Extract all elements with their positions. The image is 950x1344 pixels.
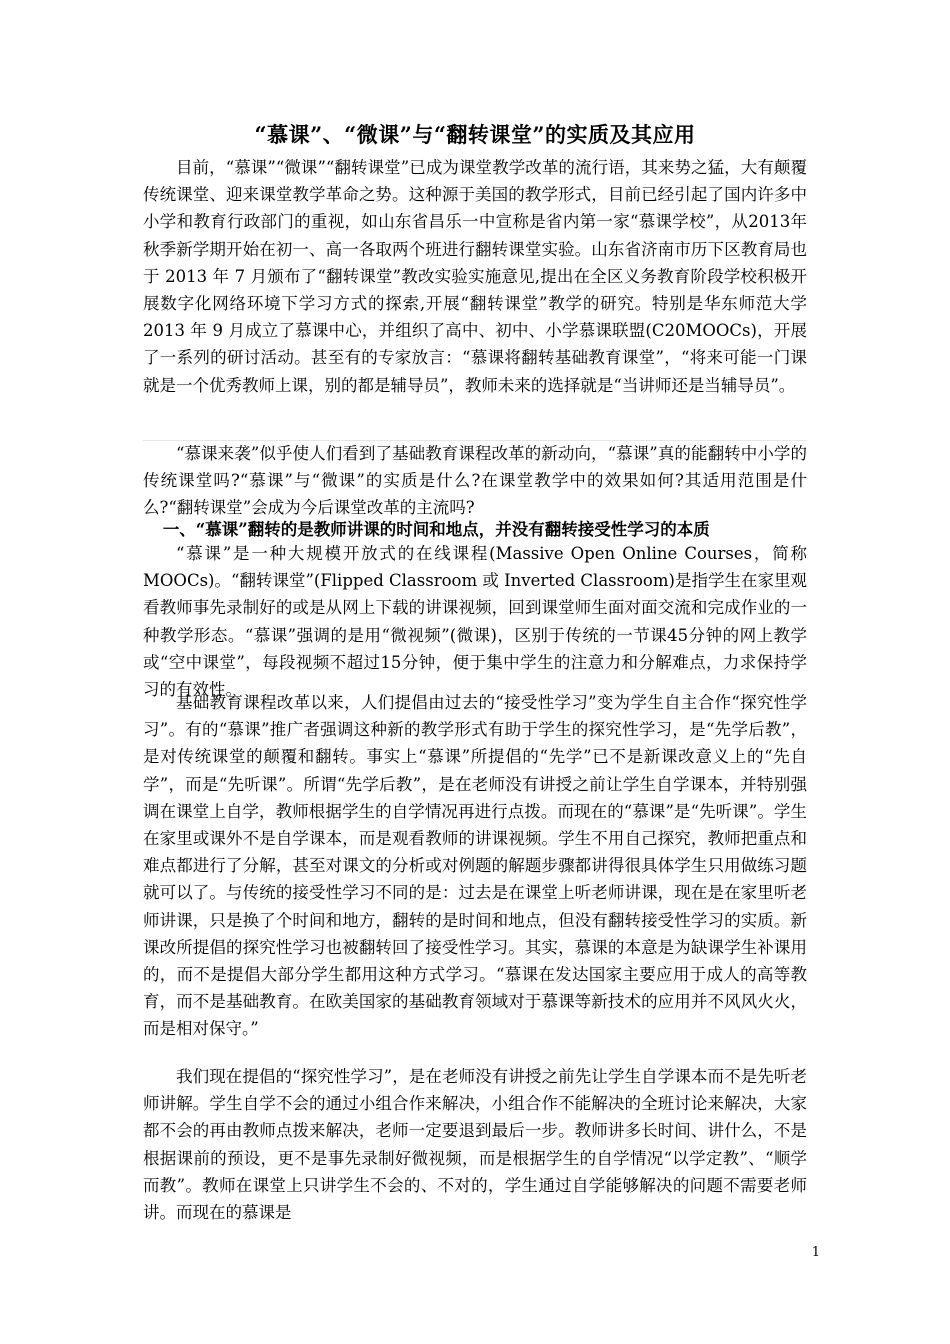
paragraph-inquiry-learning: 基础教育课程改革以来，人们提倡由过去的“接受性学习”变为学生自主合作“探究性学习”。有的“慕课”推广者强调这种新的教学形式有助于学生的探究性学习，是“先学后教”，是对传统课堂的颠覆和翻转。事实上“慕课”所提倡的“先学”已不是新课改意义上的“先自学”，而是“先听课”。所谓“先学后教”，是在老师没有讲授之前让学生自学课本，并特别强调在课堂上自学，教师根据学生的自学情况再进行点拨。而现在的“慕课”是“先听课”。学生在家里或课外不是自学课本，而是观看教师的讲课视频。学生不用自己探究，教师把重点和难点都进行了分解，甚至对课文的分析或对例题的解题步骤都讲得很具体学生只用做练习题就可以了。与传统的接受性学习不同的是：过去是在课堂上听老师讲课，现在是在家里听老师讲课，只是换了个时间和地方，翻转的是时间和地点，但没有翻转接受性学习的实质。新课改所提倡的探究性学习也被翻转回了接受性学习。其实，慕课的本意是为缺课学生补课用的，而不是提倡大部分学生都用这种方式学习。“慕课在发达国家主要应用于成人的高等教育，而不是基础教育。在欧美国家的基础教育领域对于慕课等新技术的应用并不风风火火，而是相对保守。” — [143, 693, 807, 1039]
paragraph-current-practice: 我们现在提倡的“探究性学习”，是在老师没有讲授之前先让学生自学课本而不是先听老师讲解。学生自学不会的通过小组合作来解决，小组合作不能解决的全班讨论来解决，大家都不会的再由教师点拨来解决，老师一定要退到最后一步。教师讲多长时间、讲什么，不是根据课前的预设，更不是事先录制好微视频，而是根据学生的自学情况“以学定教”、“顺学而教”。教师在课堂上只讲学生不会的、不对的，学生通过自学能够解决的问题不需要老师讲。而现在的慕课是 — [143, 1067, 807, 1223]
document-title: “慕课”、“微课”与“翻转课堂”的实质及其应用 — [254, 122, 696, 147]
page-number: 1 — [811, 1245, 820, 1260]
paragraph-mooc-definition: “慕课”是一种大规模开放式的在线课程(Massive Open Online Courses，简称 MOOCs)。“翻转课堂”(Flipped Classroom 或 Inverted Classroom)是指学生在家里观看教师事先录制好的或是从网上下载的讲课视频，回到课堂师生面对面交流和完成作业的一种教学形态。“慕课”强调的是用“微视频”(微课)，区别于传统的一节课45分钟的网上教学或“空中课堂”，每段视频不超过15分钟，便于集中学生的注意力和分解难点，力求保持学习的有效性。 — [143, 544, 807, 700]
paragraph-intro: 目前，“慕课”“微课”“翻转课堂”已成为课堂教学改革的流行语，其来势之猛，大有颠覆传统课堂、迎来课堂教学革命之势。这种源于美国的教学形式，目前已经引起了国内许多中小学和教育行政部门的重视，如山东省昌乐一中宣称是省内第一家“慕课学校”，从2013年秋季新学期开始在初一、高一各取两个班进行翻转课堂实验。山东省济南市历下区教育局也于 2013 年 7 月颁布了“翻转课堂”教改实验实施意见,提出在全区义务教育阶段学校积极开展数字化网络环境下学习方式的探索,开展“翻转课堂”教学的研究。特别是华东师范大学 2013 年 9 月成立了慕课中心，并组织了高中、初中、小学慕课联盟(C20MOOCs)，开展了一系列的研讨活动。甚至有的专家放言：“慕课将翻转基础教育课堂”，“将来可能一门课就是一个优秀教师上课，别的都是辅导员”，教师未来的选择就是“当讲师还是当辅导员”。 — [143, 158, 807, 395]
paragraph-questions: “慕课来袭”似乎使人们看到了基础教育课程改革的新动向，“慕课”真的能翻转中小学的传统课堂吗?“慕课”与“微课”的实质是什么?在课堂教学中的效果如何?其适用范围是什么?“翻转课堂”会成为今后课堂改革的主流吗? — [143, 444, 807, 518]
section-heading-1: 一、“慕课”翻转的是教师讲课的时间和地点，并没有翻转接受性学习的本质 — [162, 520, 710, 539]
